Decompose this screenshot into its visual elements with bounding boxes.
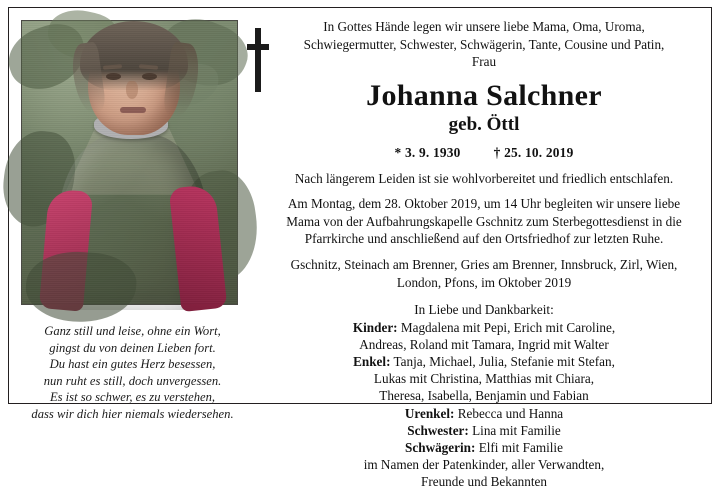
places-line: London, Pfons, im Oktober 2019 xyxy=(396,274,572,290)
relation-row xyxy=(272,370,696,387)
memorial-poem xyxy=(21,323,244,423)
relation-names: Elfi mit Familie xyxy=(475,440,563,456)
relation-names: Magdalena mit Pepi, Erich mit Caroline, xyxy=(397,319,616,335)
portrait-photo xyxy=(21,20,238,305)
closing-line: Freunde und Bekannten xyxy=(421,474,547,490)
funeral-line: Am Montag, dem 28. Oktober 2019, um 14 Uhr begleiten wir unsere liebe xyxy=(287,196,681,212)
poem-line: nun ruht es still, doch unvergessen. xyxy=(43,373,222,388)
poem-line: Ganz still und leise, ohne ein Wort, xyxy=(44,324,221,338)
relation-row xyxy=(272,353,696,370)
intro-block xyxy=(272,18,696,71)
places-and-date xyxy=(272,256,696,291)
intro-line: In Gottes Hände legen wir unsere liebe Mama, Oma, Uroma, xyxy=(323,19,645,34)
relation-row xyxy=(272,422,696,439)
places-line: Gschnitz, Steinach am Brenner, Gries am Brenner, Innsbruck, Zirl, Wien, xyxy=(290,257,678,273)
relation-row xyxy=(272,336,696,353)
relation-label: Kinder: xyxy=(352,319,398,335)
funeral-line: Mama von der Aufbahrungskapelle Gschnitz zum Sterbegottesdienst in die xyxy=(286,213,682,229)
relation-row xyxy=(272,387,696,404)
relation-label: Schwester: xyxy=(407,422,469,438)
funeral-details xyxy=(272,195,696,247)
relation-row xyxy=(272,405,696,422)
closing-line: im Namen der Patenkinder, aller Verwandten, xyxy=(363,457,605,473)
relation-names: Lina mit Familie xyxy=(468,422,561,438)
life-dates xyxy=(272,145,696,161)
thanks-heading: In Liebe und Dankbarkeit: xyxy=(414,302,554,318)
relation-names: Rebecca und Hanna xyxy=(454,405,564,421)
intro-line: Schwiegermutter, Schwester, Schwägerin, Tante, Cousine und Patin, xyxy=(303,36,665,52)
relation-names: Andreas, Roland mit Tamara, Ingrid mit Walter xyxy=(359,336,609,352)
relation-label: Schwägerin: xyxy=(405,440,476,456)
relation-names: Theresa, Isabella, Benjamin und Fabian xyxy=(379,388,589,404)
poem-line: Es ist so schwer, es zu verstehen, xyxy=(49,390,216,405)
latin-cross-icon xyxy=(247,28,269,92)
deceased-name: Johanna Salchner xyxy=(366,78,602,112)
poem-line: gingst du von deinen Lieben fort. xyxy=(49,340,216,355)
passing-statement: Nach längerem Leiden ist sie wohlvorbereitet und friedlich entschlafen. xyxy=(294,170,674,186)
maiden-name: geb. Öttl xyxy=(448,113,520,135)
notice-text-column xyxy=(272,18,696,491)
left-column xyxy=(21,20,241,423)
poem-line: Du hast ein gutes Herz besessen, xyxy=(49,357,216,372)
relation-names: Lukas mit Christina, Matthias mit Chiara, xyxy=(373,371,595,387)
relation-row xyxy=(272,319,696,336)
birth-date: * 3. 9. 1930 xyxy=(394,144,461,160)
death-date: † 25. 10. 2019 xyxy=(493,144,574,160)
relation-row xyxy=(272,439,696,456)
relation-label: Urenkel: xyxy=(404,405,455,421)
funeral-line: Pfarrkirche und anschließend auf den Ortsfriedhof zur letzten Ruhe. xyxy=(304,231,664,246)
closing-block xyxy=(272,456,696,490)
relation-names: Tanja, Michael, Julia, Stefanie mit Stefan, xyxy=(390,354,615,370)
intro-line: Frau xyxy=(471,54,497,70)
relations-list xyxy=(272,319,696,457)
relation-label: Enkel: xyxy=(353,354,391,370)
poem-line: dass wir dich hier niemals wiedersehen. xyxy=(31,406,234,421)
